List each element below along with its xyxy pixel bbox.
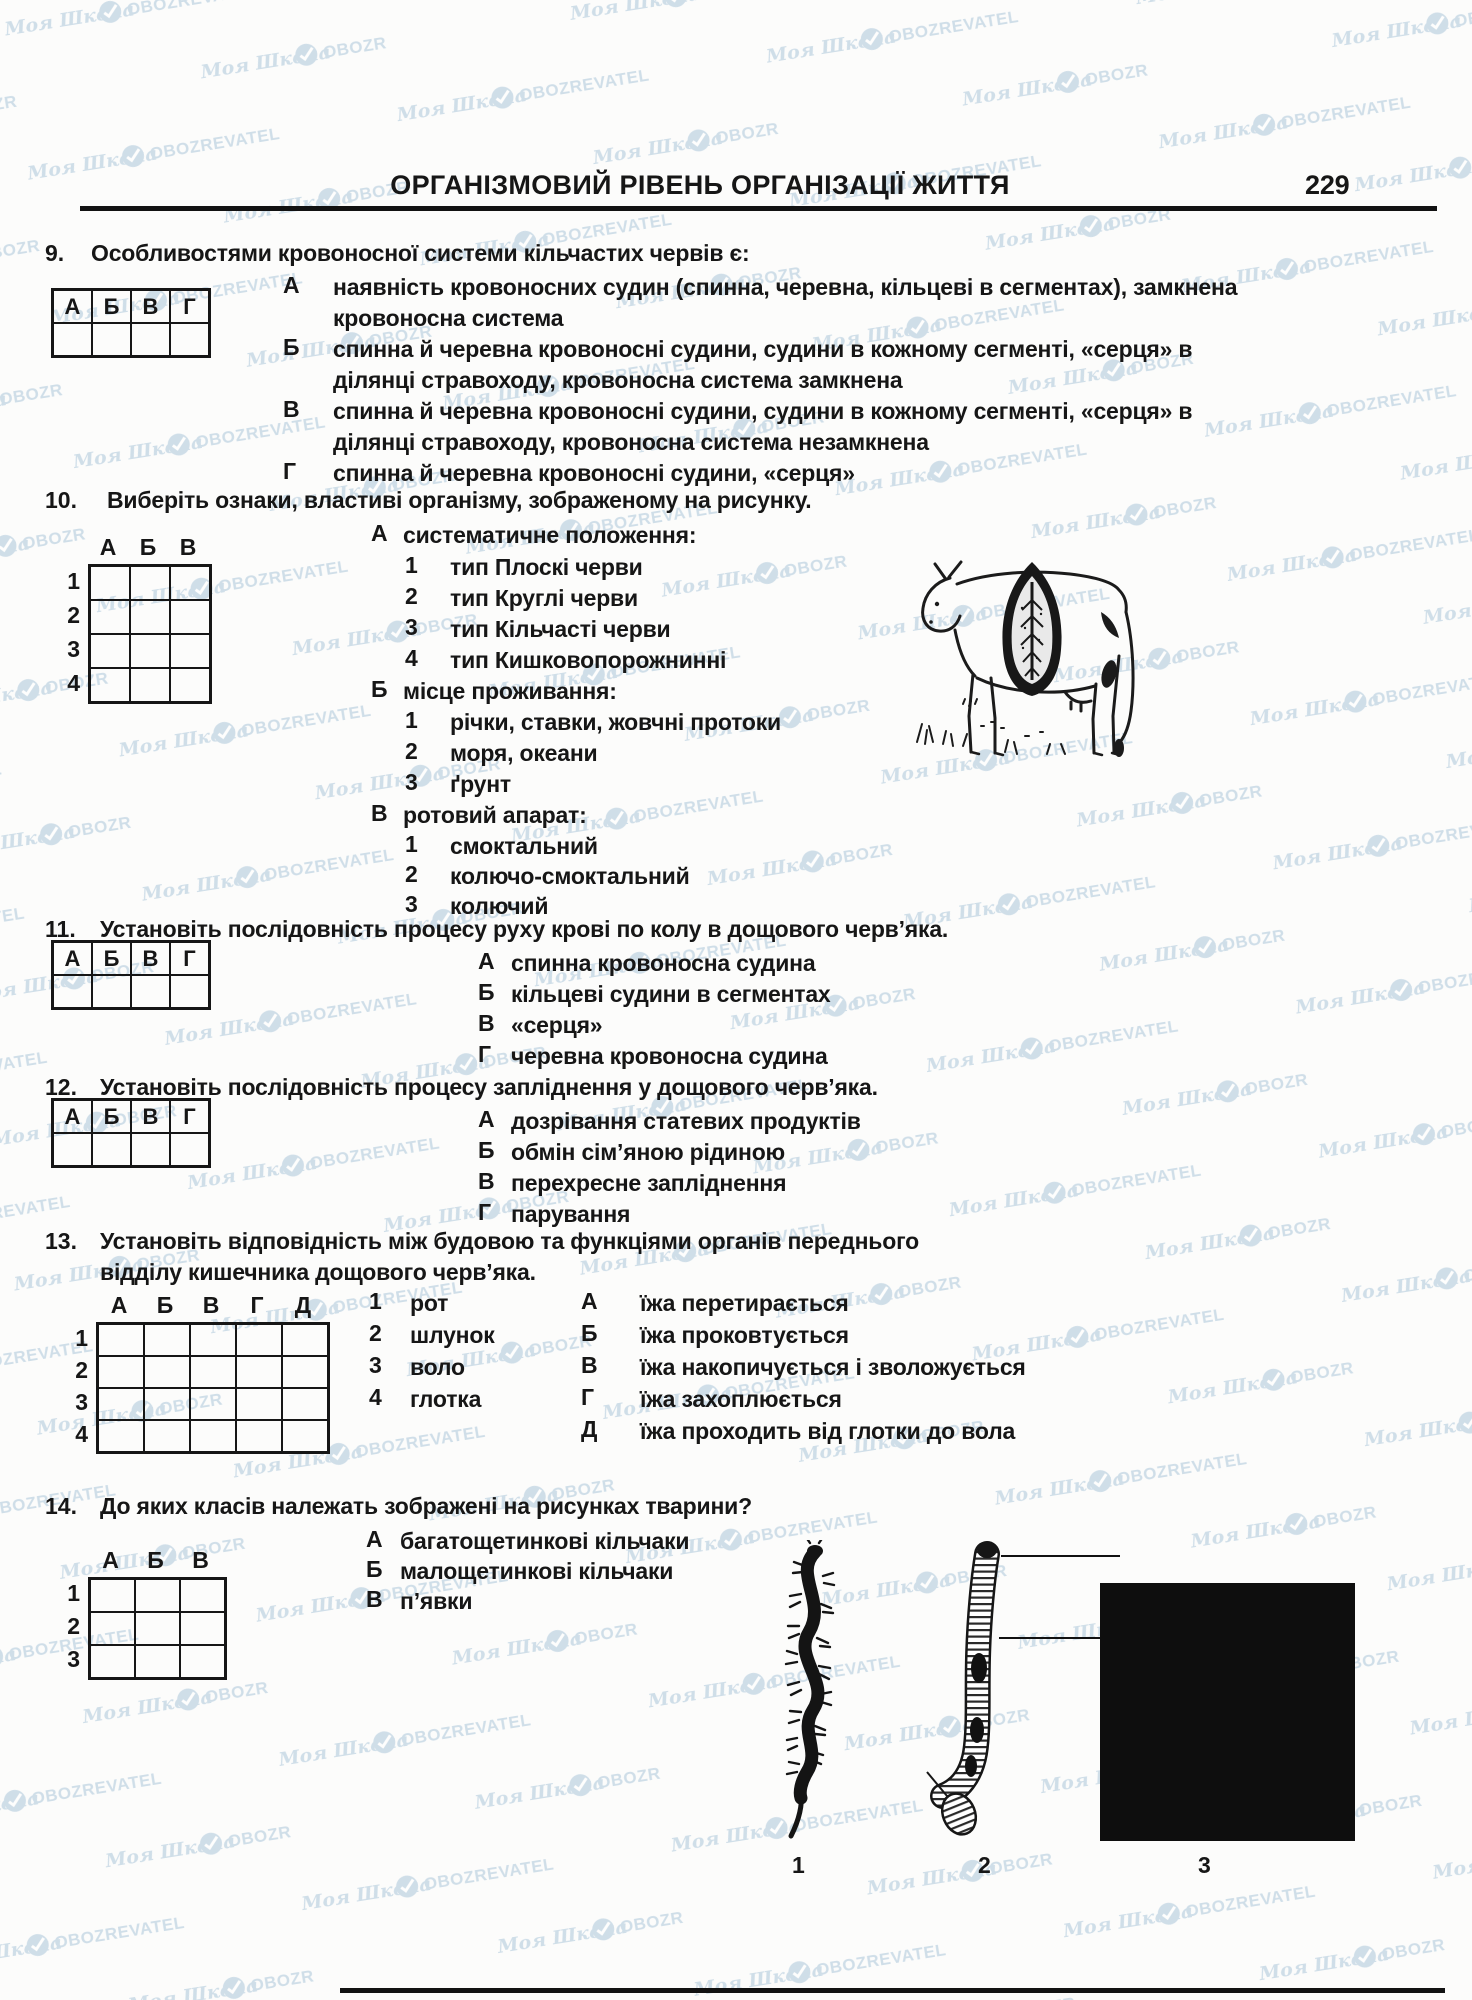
page-title: ОРГАНІЗМОВИЙ РІВЕНЬ ОРГАНІЗАЦІЇ ЖИТТЯ bbox=[390, 170, 1010, 200]
grid-cell bbox=[53, 323, 92, 356]
grid-col-letter: Б bbox=[147, 1547, 164, 1573]
option-letter: Б bbox=[366, 1556, 383, 1582]
answer-grid-q10 bbox=[56, 534, 212, 704]
grid-header-cell: Г bbox=[170, 942, 209, 975]
item-text: шлунок bbox=[410, 1322, 495, 1348]
option-text: спинна й черевна кровоносні судини, судини в кожному сегменті, «серця» в ділянці стравоходу, кровоносна система незамкнена bbox=[333, 398, 1193, 455]
list-item bbox=[405, 552, 643, 583]
option-letter: А bbox=[478, 1106, 495, 1132]
grid-cell bbox=[170, 975, 209, 1008]
group-letter: Б bbox=[371, 676, 388, 702]
bottom-scan-line bbox=[340, 1988, 1445, 1993]
grid-cell bbox=[236, 1388, 282, 1420]
grid-col-letter: Д bbox=[294, 1292, 312, 1318]
grid-row-number: 1 bbox=[75, 1324, 88, 1351]
item-number: 3 bbox=[369, 1352, 382, 1378]
option-v bbox=[283, 396, 1293, 458]
item-text: тип Плоскі черви bbox=[450, 554, 643, 580]
cow-head bbox=[923, 578, 960, 631]
answer-grid-q14 bbox=[56, 1547, 227, 1680]
item-number: 1 bbox=[405, 707, 418, 733]
item-number: 3 bbox=[405, 614, 418, 640]
grid-row-number: 1 bbox=[67, 567, 80, 594]
grid-header-cell: Б bbox=[92, 1100, 131, 1133]
match-item-2 bbox=[369, 1320, 495, 1351]
grid-header-cell: Б bbox=[92, 942, 131, 975]
question-13 bbox=[45, 1228, 919, 1255]
grid-cell bbox=[190, 1356, 236, 1388]
option-text: їжа захоплюється bbox=[640, 1386, 842, 1412]
grid-cell bbox=[170, 634, 210, 668]
option-b bbox=[478, 979, 831, 1010]
grid-cell bbox=[92, 323, 131, 356]
grid-cell bbox=[135, 1645, 180, 1678]
match-option-a bbox=[581, 1288, 849, 1319]
item-text: рот bbox=[410, 1290, 449, 1316]
item-text: моря, океани bbox=[450, 740, 598, 766]
option-text: «серця» bbox=[511, 1012, 603, 1038]
option-text: багатощетинкові кільчаки bbox=[400, 1528, 690, 1554]
grid-cell bbox=[98, 1420, 144, 1452]
grid-header-cell: В bbox=[131, 1100, 170, 1133]
list-item bbox=[405, 614, 671, 645]
page-number: 229 bbox=[1305, 170, 1350, 200]
group-v-title bbox=[371, 800, 587, 831]
grid-cell bbox=[92, 1133, 131, 1166]
leech-patch bbox=[965, 1755, 977, 1777]
option-letter: Г bbox=[581, 1384, 595, 1410]
option-letter: В bbox=[478, 1168, 495, 1194]
item-text: ґрунт bbox=[450, 771, 511, 797]
question-text-line1: Установіть відповідність між будовою та функціями органів переднього bbox=[100, 1228, 919, 1254]
polychaete-worm-figure bbox=[755, 1540, 870, 1840]
item-number: 3 bbox=[405, 891, 418, 917]
grid-cell bbox=[90, 668, 130, 702]
option-text: їжа накопичується і зволожується bbox=[640, 1354, 1026, 1380]
option-letter: Б bbox=[581, 1320, 598, 1346]
item-number: 2 bbox=[369, 1320, 382, 1346]
item-text: тип Круглі черви bbox=[450, 585, 638, 611]
option-letter: Г bbox=[283, 458, 297, 484]
item-text: глотка bbox=[410, 1386, 482, 1412]
grid-cell bbox=[130, 600, 170, 634]
list-item bbox=[405, 861, 690, 892]
cow-eye bbox=[935, 602, 939, 606]
question-10 bbox=[45, 487, 811, 514]
question-11 bbox=[45, 916, 948, 943]
option-g bbox=[478, 1041, 828, 1072]
grid-cell bbox=[98, 1324, 144, 1356]
grid-cell bbox=[130, 634, 170, 668]
grid-cell bbox=[144, 1324, 190, 1356]
item-number: 2 bbox=[405, 583, 418, 609]
grid-cell bbox=[98, 1356, 144, 1388]
question-number: 10. bbox=[45, 487, 77, 513]
cow-front-legs bbox=[969, 674, 995, 753]
option-a bbox=[366, 1526, 689, 1557]
grid-cell bbox=[180, 1645, 225, 1678]
option-letter: А bbox=[581, 1288, 598, 1314]
grid-row-number: 3 bbox=[75, 1388, 88, 1415]
match-item-4 bbox=[369, 1384, 481, 1415]
grid-header-cell: А bbox=[53, 1100, 92, 1133]
option-letter: В bbox=[478, 1010, 495, 1036]
grid-col-letter: В bbox=[192, 1547, 209, 1573]
option-a bbox=[478, 948, 815, 979]
item-number: 4 bbox=[369, 1384, 382, 1410]
grid-row-number: 3 bbox=[67, 635, 80, 662]
question-text: Виберіть ознаки, властиві організму, зображеному на рисунку. bbox=[107, 487, 812, 513]
group-title: місце проживання: bbox=[403, 678, 617, 704]
cow-nostril bbox=[929, 620, 933, 624]
grid-cell bbox=[180, 1612, 225, 1645]
question-14 bbox=[45, 1493, 752, 1520]
item-number: 1 bbox=[405, 831, 418, 857]
grid-row-number: 3 bbox=[67, 1646, 80, 1672]
option-g bbox=[478, 1199, 630, 1230]
question-number: 12. bbox=[45, 1074, 77, 1100]
option-text: парування bbox=[511, 1201, 631, 1227]
grid-cell bbox=[98, 1388, 144, 1420]
option-text: спинна й черевна кровоносні судини, судини в кожному сегменті, «серця» в ділянці стравоходу, кровоносна система замкнена bbox=[333, 336, 1193, 393]
grid-cell bbox=[190, 1324, 236, 1356]
question-number: 13. bbox=[45, 1228, 77, 1254]
grid-row-number: 2 bbox=[67, 1613, 80, 1639]
option-text: спинна й черевна кровоносні судини, «серця» bbox=[333, 460, 855, 486]
grid-cell bbox=[170, 566, 210, 600]
item-number: 1 bbox=[405, 552, 418, 578]
answer-grid-q9 bbox=[51, 288, 211, 358]
item-number: 2 bbox=[405, 738, 418, 764]
grid-row-number: 1 bbox=[67, 1580, 80, 1606]
grid-header-cell: В bbox=[131, 942, 170, 975]
question-number: 11. bbox=[45, 916, 76, 942]
option-v bbox=[366, 1586, 472, 1617]
grid-cell bbox=[236, 1324, 282, 1356]
option-letter: В bbox=[581, 1352, 598, 1378]
grid-cell bbox=[236, 1420, 282, 1452]
grid-cell bbox=[144, 1420, 190, 1452]
question-text: Особливостями кровоносної системи кільчастих червів є: bbox=[91, 240, 750, 266]
grid-cell bbox=[135, 1612, 180, 1645]
grid-col-letter: А bbox=[99, 534, 117, 560]
grid-col-letter: Г bbox=[250, 1292, 264, 1318]
grid-cell bbox=[170, 323, 209, 356]
option-letter: Д bbox=[581, 1416, 598, 1442]
question-number: 14. bbox=[45, 1493, 77, 1519]
option-text: малощетинкові кільчаки bbox=[400, 1558, 674, 1584]
item-text: воло bbox=[410, 1354, 465, 1380]
grid-cell bbox=[135, 1579, 180, 1612]
option-b bbox=[283, 334, 1293, 396]
grid-cell bbox=[90, 600, 130, 634]
grid-cell bbox=[180, 1579, 225, 1612]
grid-cell bbox=[170, 600, 210, 634]
option-a bbox=[478, 1106, 861, 1137]
cow-tail bbox=[1120, 612, 1133, 742]
grid-cell bbox=[90, 1645, 135, 1678]
grid-cell bbox=[190, 1420, 236, 1452]
option-letter: Г bbox=[478, 1041, 492, 1067]
grid-header-cell: В bbox=[131, 290, 170, 323]
option-text: черевна кровоносна судина bbox=[511, 1043, 828, 1069]
question-number: 9. bbox=[45, 240, 65, 266]
grid-cell bbox=[131, 323, 170, 356]
item-text: тип Кільчасті черви bbox=[450, 616, 671, 642]
item-number: 1 bbox=[369, 1288, 382, 1314]
list-item bbox=[405, 707, 781, 738]
match-option-g bbox=[581, 1384, 842, 1415]
grid-cell bbox=[53, 1133, 92, 1166]
option-letter: Б bbox=[283, 334, 300, 360]
match-item-3 bbox=[369, 1352, 465, 1383]
cow-udder bbox=[1065, 692, 1091, 711]
option-v bbox=[478, 1010, 602, 1041]
option-text: дозрівання статевих продуктів bbox=[511, 1108, 861, 1134]
header-divider bbox=[80, 206, 1437, 211]
cow-tail-tuft bbox=[1114, 739, 1124, 757]
group-a-title bbox=[371, 520, 696, 551]
option-text: їжа проходить від глотки до вола bbox=[640, 1418, 1016, 1444]
grid-header-cell: А bbox=[53, 290, 92, 323]
option-v bbox=[478, 1168, 786, 1199]
group-letter: В bbox=[371, 800, 388, 826]
list-item bbox=[405, 738, 597, 769]
option-letter: В bbox=[283, 396, 300, 422]
match-item-1 bbox=[369, 1288, 448, 1319]
grid-cell bbox=[90, 634, 130, 668]
list-item bbox=[405, 769, 511, 800]
grid-row-number: 2 bbox=[75, 1356, 88, 1383]
answer-grid-q11 bbox=[51, 940, 211, 1010]
figure-label-3: 3 bbox=[1198, 1852, 1211, 1878]
cow-horns bbox=[935, 562, 961, 578]
match-option-b bbox=[581, 1320, 849, 1351]
grid-cell bbox=[90, 1612, 135, 1645]
cow-chest bbox=[955, 630, 975, 676]
option-letter: Б bbox=[478, 979, 495, 1005]
grid-cell bbox=[90, 1579, 135, 1612]
grid-cell bbox=[282, 1420, 328, 1452]
option-letter: Г bbox=[478, 1199, 492, 1225]
question-text-line2: відділу кишечника дощового черв’яка. bbox=[100, 1259, 536, 1285]
grid-cell bbox=[282, 1356, 328, 1388]
grid-col-letter: В bbox=[179, 534, 197, 560]
option-a bbox=[283, 272, 1293, 334]
photo-placeholder bbox=[1100, 1583, 1355, 1841]
answer-grid-q13 bbox=[64, 1292, 330, 1454]
question-text: До яких класів належать зображені на рисунках тварини? bbox=[100, 1493, 752, 1519]
grid-cell bbox=[90, 566, 130, 600]
grid-cell bbox=[170, 668, 210, 702]
group-title: ротовий апарат: bbox=[403, 802, 587, 828]
item-text: колючий bbox=[450, 893, 549, 919]
item-text: річки, ставки, жовчні протоки bbox=[450, 709, 781, 735]
option-b bbox=[478, 1137, 785, 1168]
option-text: їжа проковтується bbox=[640, 1322, 849, 1348]
grid-cell bbox=[131, 1133, 170, 1166]
grid-cell bbox=[92, 975, 131, 1008]
grid-cell bbox=[170, 1133, 209, 1166]
grid-col-letter: В bbox=[202, 1292, 220, 1318]
cow-with-fluke-figure bbox=[905, 556, 1145, 768]
option-letter: А bbox=[478, 948, 495, 974]
question-text: Установіть послідовність процесу запліднення у дощового черв’яка. bbox=[100, 1074, 878, 1100]
grid-col-letter: А bbox=[110, 1292, 128, 1318]
grid-cell bbox=[144, 1356, 190, 1388]
option-text: наявність кровоносних судин (спинна, черевна, кільцеві в сегментах), замкнена кровоносна система bbox=[333, 274, 1238, 331]
grid-cell bbox=[282, 1324, 328, 1356]
answer-grid-q12 bbox=[51, 1098, 211, 1168]
leech-patch bbox=[970, 1717, 984, 1743]
grid-header-cell: А bbox=[53, 942, 92, 975]
option-letter: А bbox=[283, 272, 300, 298]
cow-hooves bbox=[971, 752, 1120, 755]
item-text: тип Кишковопорожнинні bbox=[450, 647, 727, 673]
figure-label-1: 1 bbox=[792, 1852, 805, 1878]
match-option-d bbox=[581, 1416, 1015, 1447]
worm-head bbox=[807, 1545, 823, 1557]
item-number: 4 bbox=[405, 645, 418, 671]
grass bbox=[917, 699, 1065, 754]
group-b-title bbox=[371, 676, 617, 707]
group-title: систематичне положення: bbox=[403, 522, 697, 548]
option-b bbox=[366, 1556, 673, 1587]
leech-patch bbox=[971, 1653, 987, 1683]
list-item bbox=[405, 831, 598, 862]
option-letter: В bbox=[366, 1586, 383, 1612]
grid-col-letter: А bbox=[102, 1547, 119, 1573]
option-letter: А bbox=[366, 1526, 383, 1552]
option-g bbox=[283, 458, 855, 489]
grid-cell bbox=[53, 975, 92, 1008]
option-text: кільцеві судини в сегментах bbox=[511, 981, 831, 1007]
grid-header-cell: Б bbox=[92, 290, 131, 323]
option-text: спинна кровоносна судина bbox=[511, 950, 816, 976]
grid-cell bbox=[190, 1388, 236, 1420]
grid-cell bbox=[130, 668, 170, 702]
option-text: перехресне запліднення bbox=[511, 1170, 787, 1196]
grid-col-letter: Б bbox=[139, 534, 157, 560]
grid-row-number: 4 bbox=[67, 669, 80, 696]
item-number: 3 bbox=[405, 769, 418, 795]
grid-cell bbox=[131, 975, 170, 1008]
list-item bbox=[405, 645, 726, 676]
grid-cell bbox=[130, 566, 170, 600]
item-text: смоктальний bbox=[450, 833, 598, 859]
cow-spot bbox=[1101, 612, 1119, 638]
option-text: обмін сім’яною рідиною bbox=[511, 1139, 785, 1165]
grid-cell bbox=[144, 1388, 190, 1420]
grid-header-cell: Г bbox=[170, 1100, 209, 1133]
grid-header-cell: Г bbox=[170, 290, 209, 323]
question-12 bbox=[45, 1074, 878, 1101]
grid-cell bbox=[282, 1388, 328, 1420]
item-number: 2 bbox=[405, 861, 418, 887]
grid-row-number: 2 bbox=[67, 601, 80, 628]
match-option-v bbox=[581, 1352, 1026, 1383]
list-item bbox=[405, 583, 638, 614]
option-text: п’явки bbox=[400, 1588, 473, 1614]
option-text: їжа перетирається bbox=[640, 1290, 849, 1316]
question-text: Установіть послідовність процесу руху крові по колу в дощового черв’яка. bbox=[100, 916, 949, 942]
grid-cell bbox=[236, 1356, 282, 1388]
leech-head bbox=[977, 1542, 997, 1558]
figure-label-2: 2 bbox=[978, 1852, 991, 1878]
group-letter: А bbox=[371, 520, 388, 546]
grid-col-letter: Б bbox=[156, 1292, 174, 1318]
option-letter: Б bbox=[478, 1137, 495, 1163]
grid-row-number: 4 bbox=[75, 1420, 88, 1447]
item-text: колючо-смоктальний bbox=[450, 863, 690, 889]
question-9 bbox=[45, 240, 749, 267]
